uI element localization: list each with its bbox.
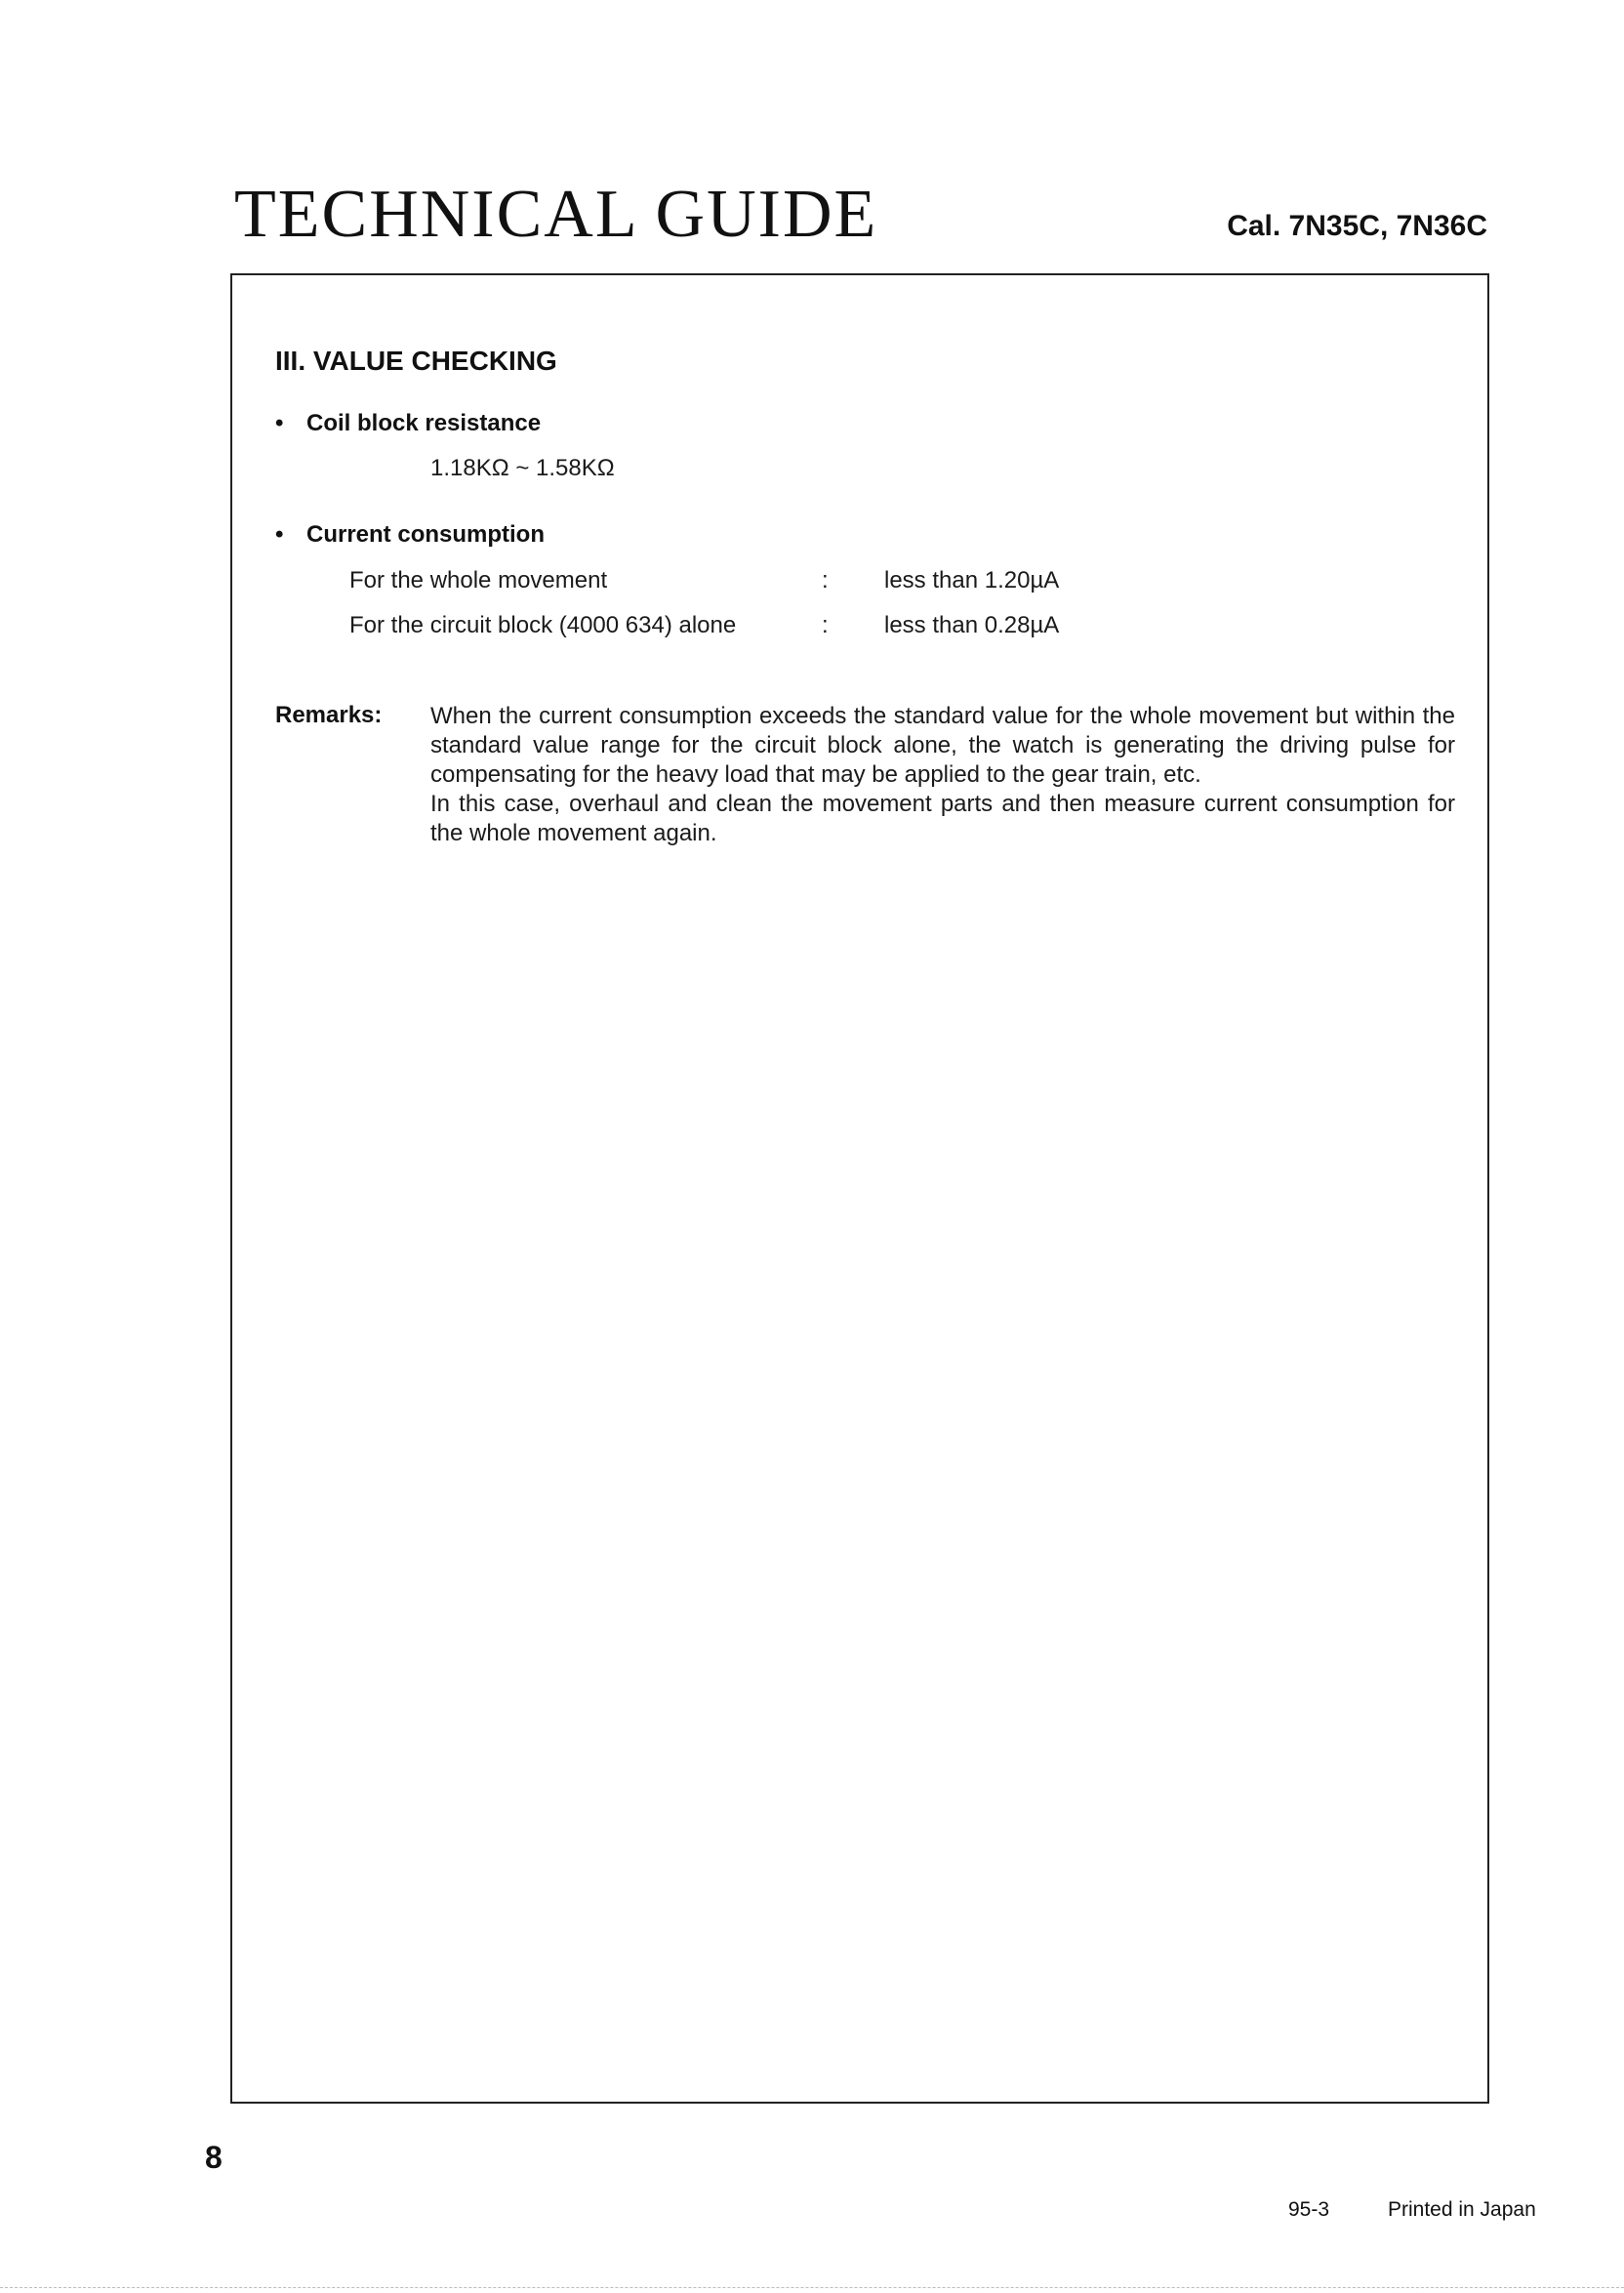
page-number: 8	[205, 2140, 223, 2175]
bullet-icon: •	[275, 521, 284, 548]
print-code: 95-3	[1288, 2198, 1330, 2221]
remarks-paragraph: In this case, overhaul and clean the movement parts and then measure current consumption for the whole movement again.	[430, 791, 1455, 846]
current-row-label: For the circuit block (4000 634) alone	[349, 612, 737, 638]
printed-in-label: Printed in Japan	[1388, 2198, 1536, 2221]
current-row-label: For the whole movement	[349, 567, 608, 594]
page-title: TECHNICAL GUIDE	[234, 177, 878, 252]
current-heading	[275, 521, 545, 549]
coil-heading	[275, 410, 541, 437]
current-heading-text: Current consumption	[306, 521, 545, 548]
caliber-label: Cal. 7N35C, 7N36C	[1227, 210, 1487, 242]
remarks-body	[430, 702, 1455, 848]
remarks-label: Remarks:	[275, 702, 383, 728]
coil-value: 1.18KΩ ~ 1.58KΩ	[430, 455, 615, 481]
coil-heading-text: Coil block resistance	[306, 410, 542, 436]
current-row-sep: :	[822, 567, 829, 594]
current-row-value: less than 1.20µA	[884, 567, 1060, 594]
current-row-sep: :	[822, 612, 829, 638]
remarks-paragraph: When the current consumption exceeds the standard value for the whole movement but within the standard value range for the circuit block alone, the watch is generating the driving pulse for compensating for the heavy load that may be applied to the gear train, etc.	[430, 703, 1455, 788]
bottom-rule	[0, 2287, 1624, 2288]
section-title: III. VALUE CHECKING	[275, 346, 557, 376]
content-frame	[230, 273, 1489, 2104]
bullet-icon: •	[275, 410, 284, 436]
current-row-value: less than 0.28µA	[884, 612, 1060, 638]
